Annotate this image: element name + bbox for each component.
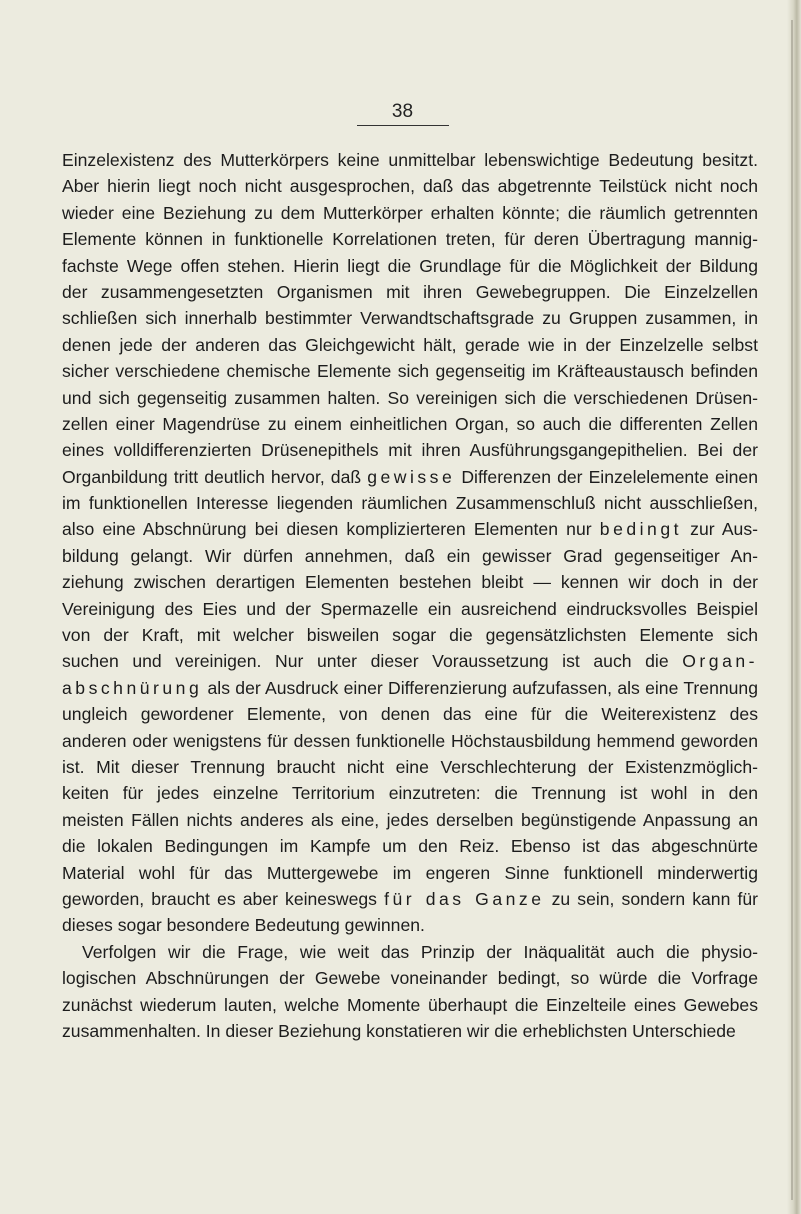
- spaced-emphasis: gewisse: [367, 466, 456, 487]
- spaced-emphasis: abschnürung: [62, 677, 203, 698]
- text-line: ziehung zwischen derartigen Elementen bestehen bleibt — kennen wir doch in der: [62, 572, 758, 593]
- text-line: [62, 648, 758, 674]
- text-line: wieder eine Beziehung zu dem Mutterkörper erhalten könnte; die räumlich getrennten: [62, 202, 758, 223]
- text-run: Differenzen der Einzelelemente einen: [455, 466, 758, 487]
- text-line: die lokalen Bedingungen im Kampfe um den Reiz. Ebenso ist das abgeschnürte: [62, 836, 758, 857]
- text-line: im funktionellen Interesse liegenden räumlichen Zusammenschluß nicht ausschließen,: [62, 493, 758, 514]
- text-line: zellen einer Magendrüse zu einem einheitlichen Organ, so auch die differenten Zellen: [62, 413, 758, 434]
- text-line: Einzelexistenz des Mutterkörpers keine unmittelbar lebenswichtige Bedeutung besitzt.: [62, 150, 758, 170]
- text-line: Verfolgen wir die Frage, wie weit das Prinzip der Inäqualität auch die physio-: [82, 941, 758, 962]
- text-line: sicher verschiedene chemische Elemente sich gegenseitig im Kräfteaustausch befinden: [62, 361, 758, 382]
- text-line: [62, 464, 758, 490]
- text-line: [62, 516, 758, 542]
- text-line: fachste Wege offen stehen. Hierin liegt die Grundlage für die Möglichkeit der Bildung: [62, 255, 758, 276]
- text-line: von der Kraft, mit welcher bisweilen sogar die gegensätzlichsten Elemente sich: [62, 625, 758, 646]
- text-line: meisten Fällen nichts anderes als eine, jedes derselben begünstigende Anpassung an: [62, 809, 758, 830]
- text-line: Aber hierin liegt noch nicht ausgesprochen, daß das abgetrennte Teilstück nicht noch: [62, 176, 758, 197]
- text-line: [62, 886, 758, 912]
- text-line: keiten für jedes einzelne Territorium einzutreten: die Trennung ist wohl in den: [62, 783, 758, 804]
- page-number-rule: [357, 125, 449, 126]
- text-line: und sich gegenseitig zusammen halten. So vereinigen sich die verschiedenen Drüsen-: [62, 387, 758, 408]
- text-line: Material wohl für das Muttergewebe im engeren Sinne funktionell minderwertig: [62, 862, 758, 883]
- text-line: denen jede der anderen das Gleichgewicht hält, gerade wie in der Einzelzelle selbst: [62, 334, 758, 355]
- text-line: der zusammengesetzten Organismen mit ihren Gewebegruppen. Die Einzelzellen: [62, 281, 758, 302]
- text-line: schließen sich innerhalb bestimmter Verwandtschaftsgrade zu Gruppen zusammen, in: [62, 308, 758, 329]
- text-line: Elemente können in funktionelle Korrelationen treten, für deren Übertragung mannig-: [62, 229, 758, 250]
- text-line: zunächst wiederum lauten, welche Momente überhaupt die Einzelteile eines Gewebes: [62, 994, 758, 1015]
- text-run: als der Ausdruck einer Differenzierung aufzufassen, als eine Trennung: [202, 677, 758, 698]
- text-line: logischen Abschnürungen der Gewebe voneinander bedingt, so würde die Vorfrage: [62, 968, 758, 989]
- text-run: zur Aus-: [682, 519, 759, 540]
- text-run: also eine Abschnürung bei diesen komplizierteren Elementen nur: [62, 519, 600, 540]
- text-line: [62, 675, 758, 701]
- text-run: geworden, braucht es aber keineswegs: [62, 888, 385, 909]
- text-line: anderen oder wenigstens für dessen funktionelle Höchstausbildung hemmend geworden: [62, 730, 758, 751]
- page-number: 38: [391, 101, 414, 122]
- text-line: eines volldifferenzierten Drüsenepithels mit ihren Ausführungsgangepithelien. Bei der: [62, 440, 758, 461]
- text-line: ist. Mit dieser Trennung braucht nicht eine Verschlechterung der Existenzmöglich-: [62, 756, 758, 777]
- text-line: zusammenhalten. In dieser Beziehung konstatieren wir die erheblichsten Unterschiede: [62, 1020, 736, 1041]
- page-edge-shadow: [791, 20, 793, 1200]
- body-text: [62, 147, 758, 1044]
- page-edge: [787, 0, 801, 1214]
- text-run: Organbildung tritt deutlich hervor, daß: [62, 466, 368, 487]
- spaced-emphasis: Organ-: [682, 651, 758, 672]
- spaced-emphasis: bedingt: [599, 519, 683, 540]
- text-line: dieses sogar besondere Bedeutung gewinnen.: [62, 915, 425, 936]
- text-run: zu sein, sondern kann für: [544, 888, 758, 909]
- spaced-emphasis: für das Ganze: [384, 888, 545, 909]
- text-line: bildung gelangt. Wir dürfen annehmen, daß ein gewisser Grad gegenseitiger An-: [62, 545, 758, 566]
- text-line: ungleich gewordener Elemente, von denen das eine für die Weiterexistenz des: [62, 704, 758, 725]
- text-line: Vereinigung des Eies und der Spermazelle ein ausreichend eindrucksvolles Beispiel: [62, 598, 758, 619]
- text-run: suchen und vereinigen. Nur unter dieser Voraussetzung ist auch die: [62, 651, 683, 672]
